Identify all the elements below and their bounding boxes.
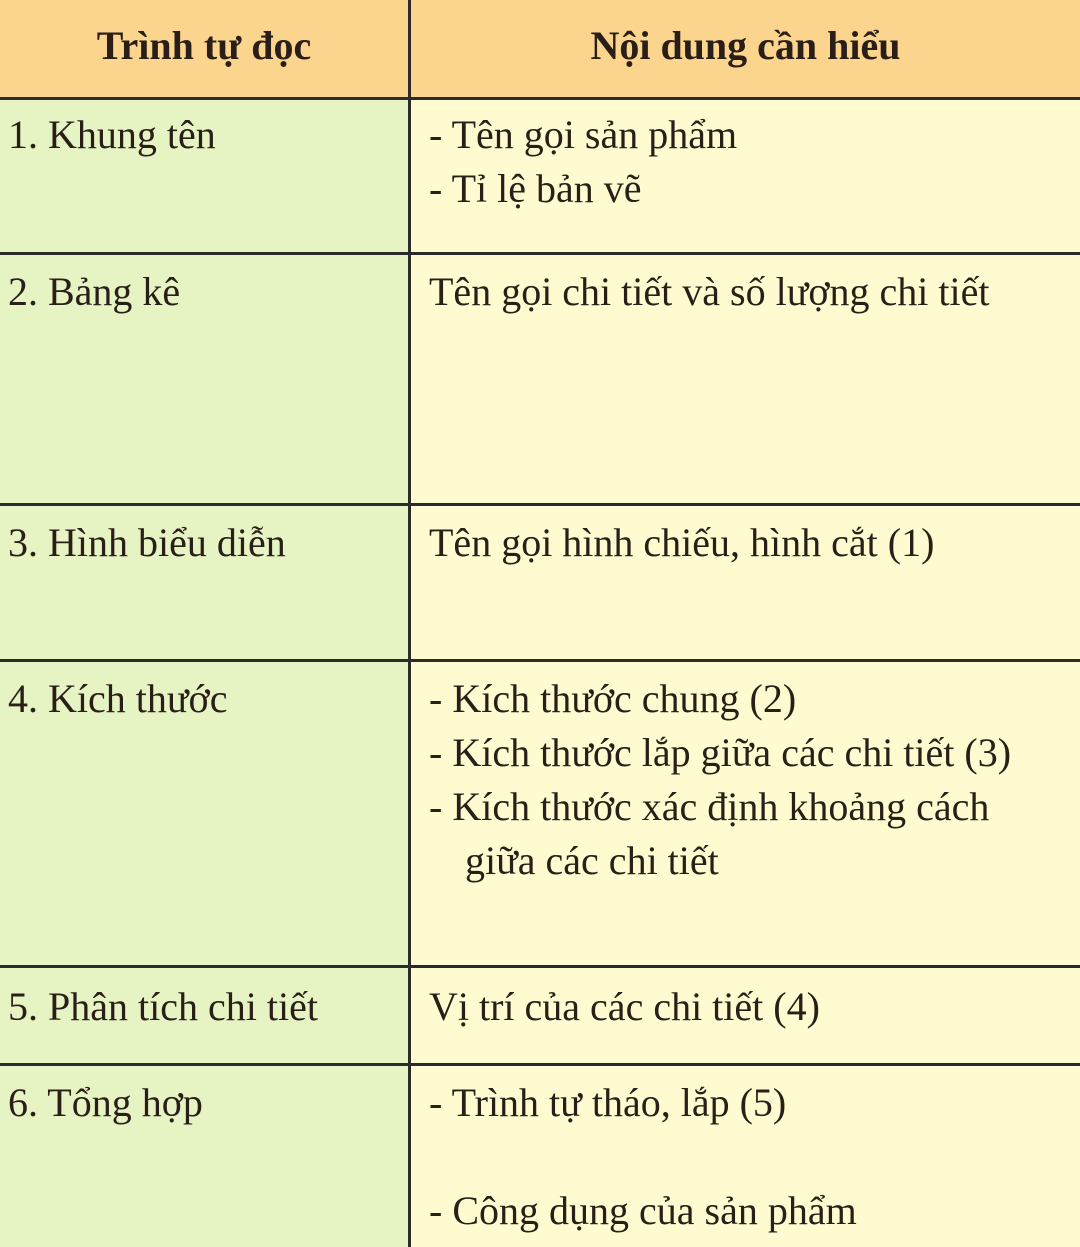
content-line: Tên gọi chi tiết và số lượng chi tiết (429, 269, 990, 314)
content-line: - Tỉ lệ bản vẽ (429, 166, 642, 211)
content-line: - Trình tự tháo, lắp (5) (429, 1080, 787, 1125)
header-content-to-understand: Nội dung cần hiểu (408, 0, 1080, 98)
content-line: - Kích thước chung (2) (429, 676, 797, 721)
content-cell (408, 100, 1080, 252)
step-cell (0, 968, 408, 1063)
table-row (0, 662, 1080, 965)
content-cell (408, 1066, 1080, 1247)
table-row (0, 100, 1080, 252)
table-row (0, 1066, 1080, 1247)
step-label: 2. Bảng kê (8, 269, 181, 314)
step-cell (0, 255, 408, 503)
content-line: Vị trí của các chi tiết (4) (429, 984, 820, 1029)
step-cell (0, 506, 408, 659)
step-label: 5. Phân tích chi tiết (8, 984, 318, 1029)
content-cell (408, 506, 1080, 659)
content-line: - Kích thước lắp giữa các chi tiết (3) (429, 730, 1012, 775)
step-label: 6. Tổng hợp (8, 1080, 203, 1125)
table-row (0, 255, 1080, 503)
table-row (0, 506, 1080, 659)
content-line: - Kích thước xác định khoảng cách (429, 784, 990, 829)
step-cell (0, 100, 408, 252)
step-label: 4. Kích thước (8, 676, 228, 721)
content-cell (408, 255, 1080, 503)
step-cell (0, 662, 408, 965)
table-row (0, 968, 1080, 1063)
table-header (0, 0, 1080, 98)
header-reading-order: Trình tự đọc (0, 0, 408, 98)
content-cell (408, 968, 1080, 1063)
content-line: giữa các chi tiết (465, 838, 719, 883)
content-line: - Tên gọi sản phẩm (429, 112, 738, 157)
step-label: 3. Hình biểu diễn (8, 520, 286, 565)
step-label: 1. Khung tên (8, 112, 216, 157)
step-cell (0, 1066, 408, 1247)
content-cell (408, 662, 1080, 965)
content-line: - Công dụng của sản phẩm (429, 1188, 857, 1233)
content-line: Tên gọi hình chiếu, hình cắt (1) (429, 520, 935, 565)
